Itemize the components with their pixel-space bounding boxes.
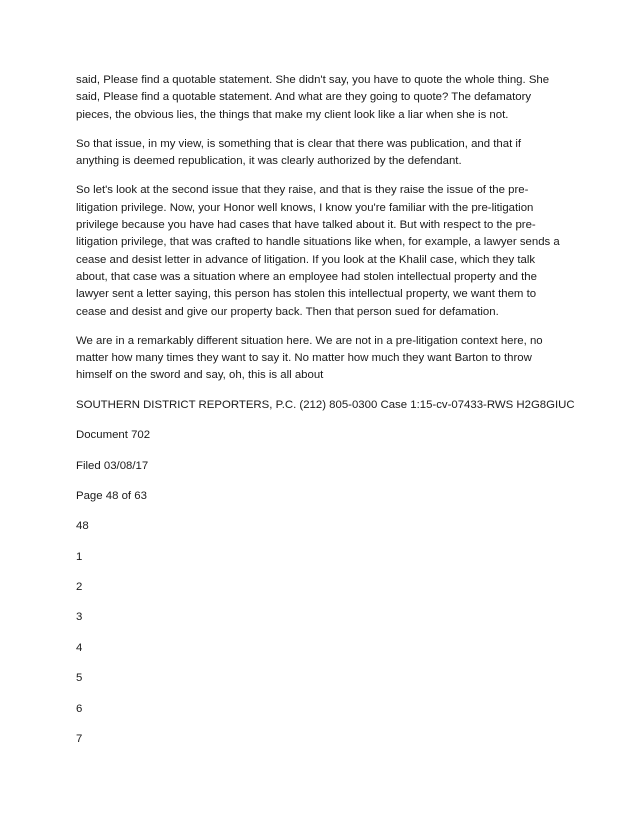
document-page — [76, 72, 575, 761]
document-number: Document 702 — [76, 429, 151, 442]
line-number: 1 — [76, 550, 83, 563]
line-number: 2 — [76, 581, 83, 594]
page-indicator: Page 48 of 63 — [76, 489, 147, 502]
line-number: 5 — [76, 672, 83, 685]
transcript-paragraph-1: said, Please find a quotable statement. She didn't say, you have to quote the whole thing. She said, Please find a quotable statement. And what are they going to quote? The defamatory pieces, the obvious lies, the things that make my client look like a liar when she is not. — [76, 74, 550, 121]
transcript-paragraph-4: We are in a remarkably different situation here. We are not in a pre-litigation context here, no matter how many times they want to say it. No matter how much they want Barton to throw himself on the sword and say, oh, this is all about — [76, 334, 543, 382]
filed-date: Filed 03/08/17 — [76, 459, 149, 472]
line-number: 6 — [76, 702, 83, 715]
line-number: 3 — [76, 611, 83, 624]
page-number: 48 — [76, 520, 89, 533]
line-number: 4 — [76, 641, 83, 654]
line-number: 7 — [76, 733, 83, 746]
reporter-line: SOUTHERN DISTRICT REPORTERS, P.C. (212) 805-0300 Case 1:15-cv-07433-RWS H2G8GIUC — [76, 398, 575, 411]
transcript-paragraph-2: So that issue, in my view, is something that is clear that there was publication, and that if anything is deemed republication, it was clearly authorized by the defendant. — [76, 137, 522, 168]
transcript-paragraph-3: So let's look at the second issue that they raise, and that is they raise the issue of the pre-litigation privilege. Now, your Honor well knows, I know you're familiar with the pre-litigation privilege because you have had cases that have talked about it. But with respect to the pre-litigation privilege, that was crafted to handle situations like when, for example, a lawyer sends a cease and desist letter in advance of litigation. If you look at the Khalil case, which they talk about, that case was a situation where an employee had stolen intellectual property and the lawyer sent a letter saying, this person has stolen this intellectual property, we want them to cease and desist and give our property back. Then that person sued for defamation. — [76, 184, 560, 318]
